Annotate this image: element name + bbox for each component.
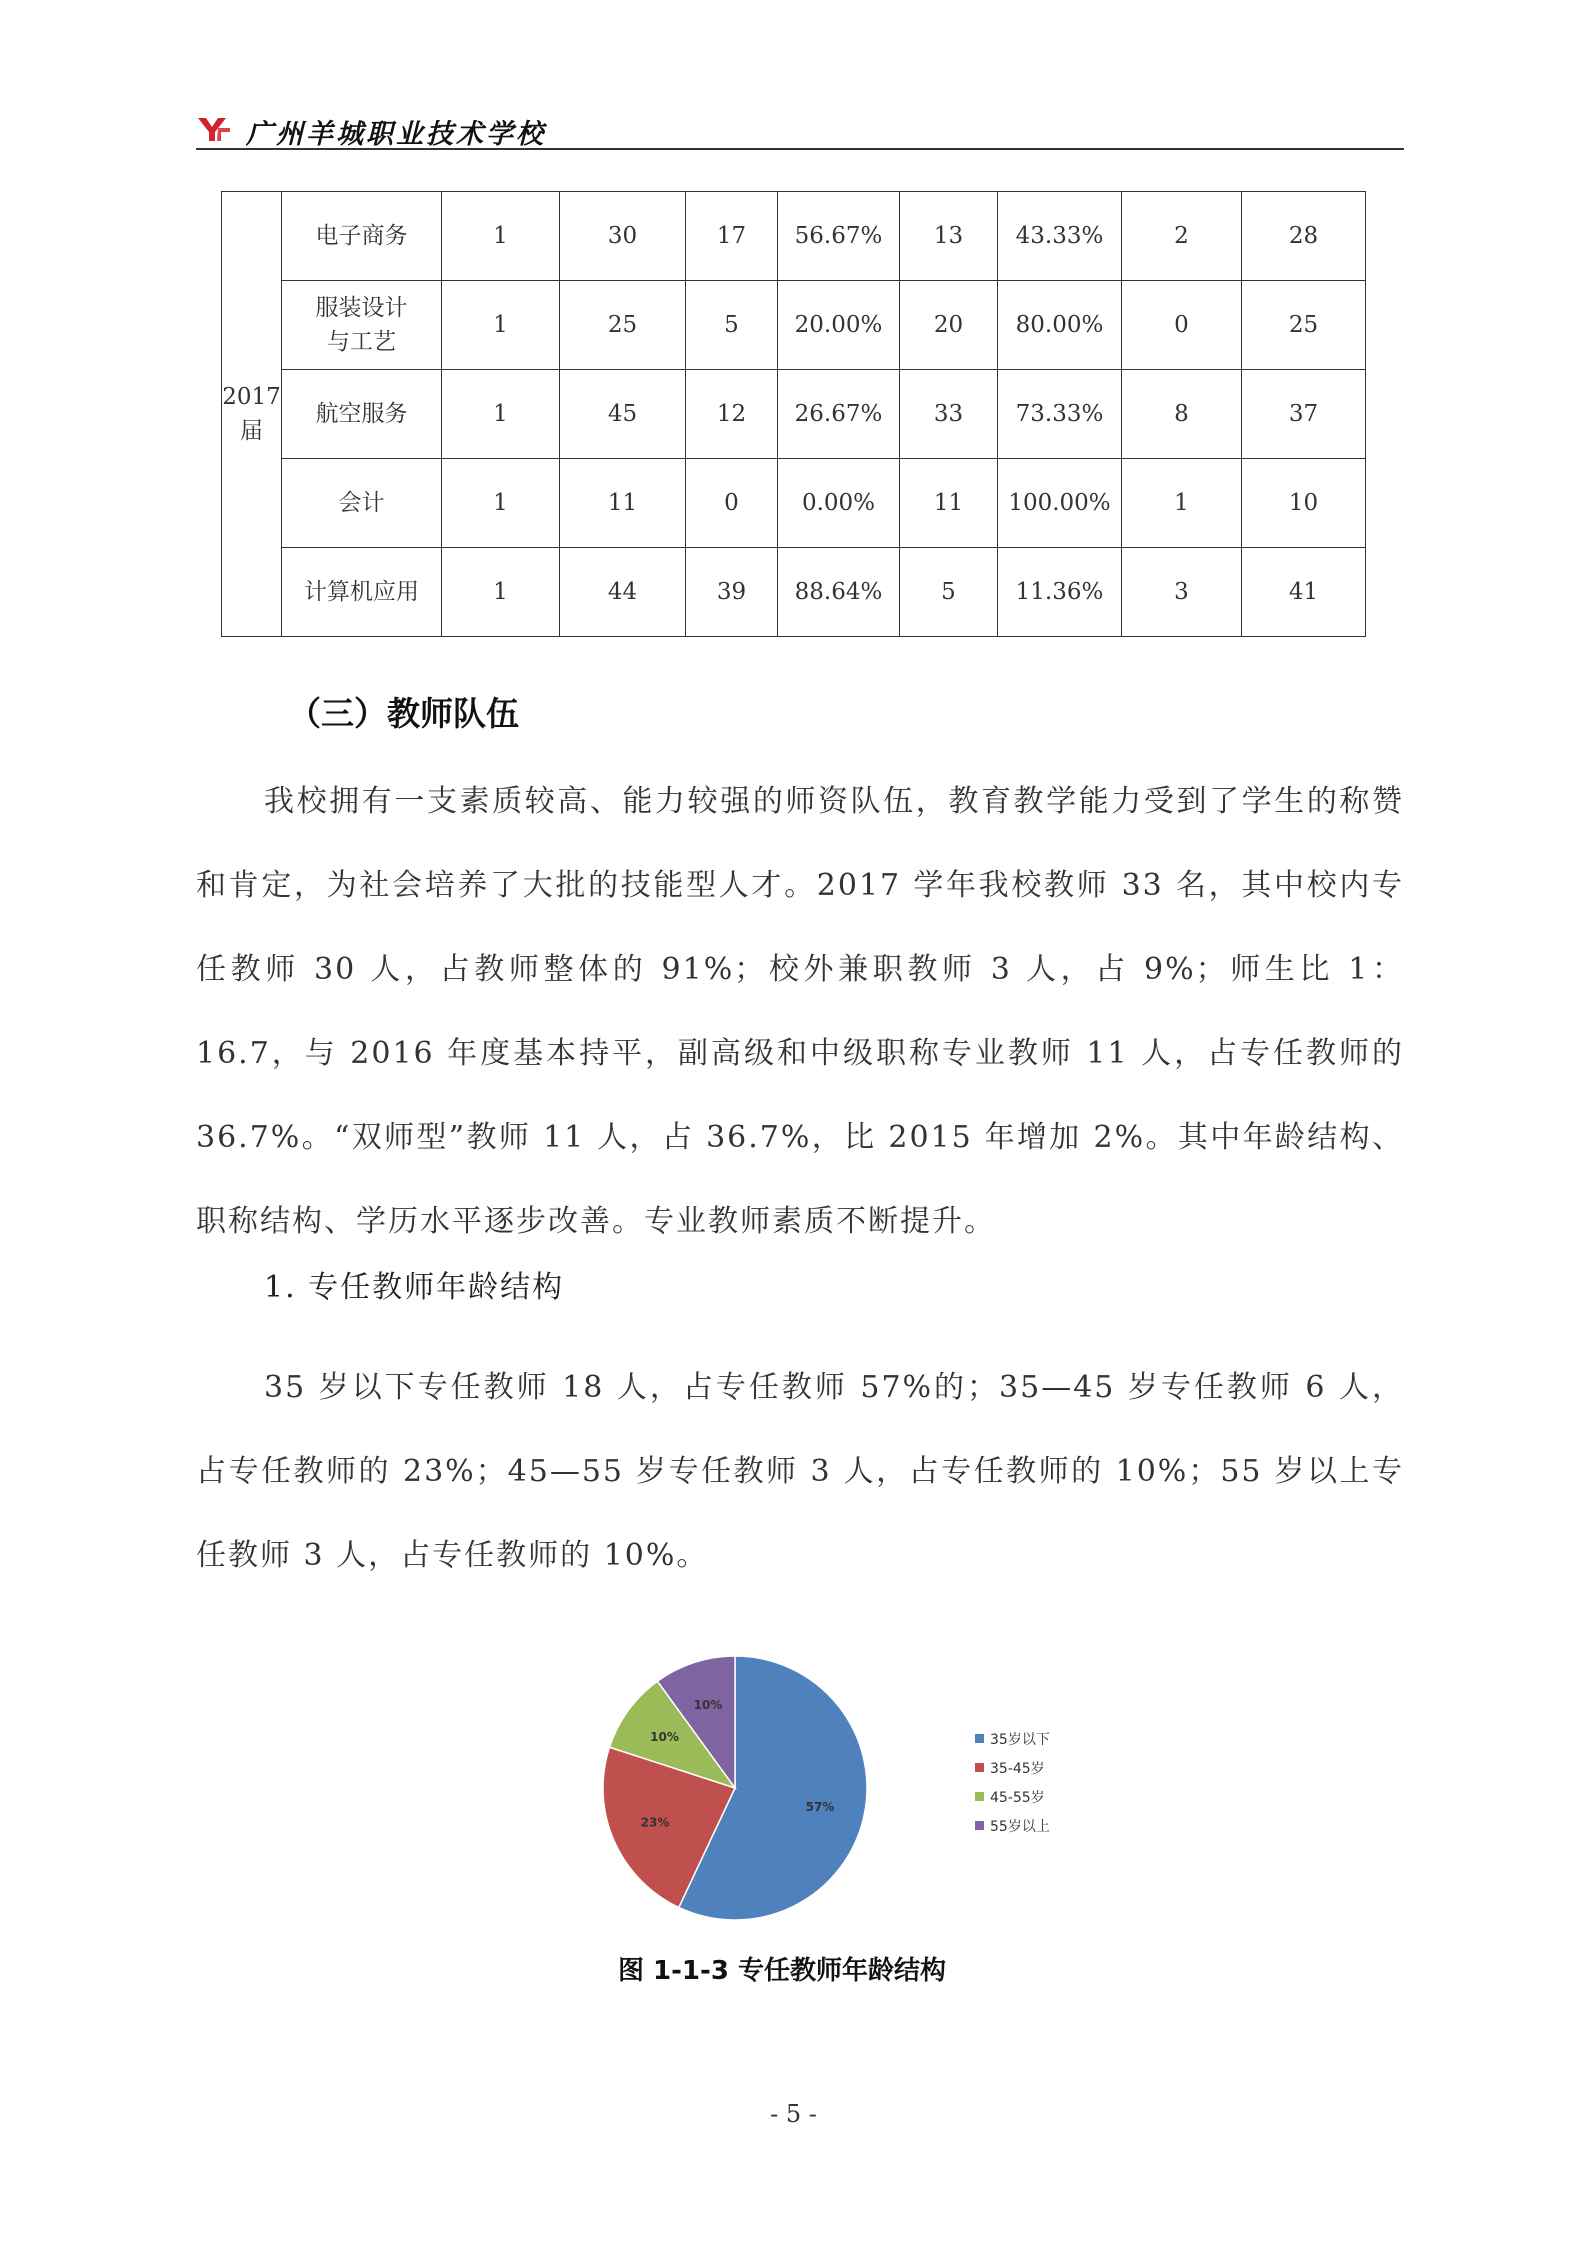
table-cell: 44: [560, 548, 686, 637]
table-cell: 12: [686, 370, 778, 459]
legend-swatch: [975, 1734, 984, 1743]
legend-swatch: [975, 1821, 984, 1830]
header-divider: [196, 148, 1404, 150]
major-name-cell: 航空服务: [282, 370, 442, 459]
legend-label: 45-55岁: [990, 1789, 1045, 1806]
table-cell: 0: [686, 459, 778, 548]
table-body: [222, 192, 1366, 637]
pie-label-over-55: 10%: [693, 1698, 723, 1713]
table-row: [222, 548, 1366, 637]
table-cell: 100.00%: [998, 459, 1122, 548]
table-cell: 80.00%: [998, 281, 1122, 370]
table-cell: 10: [1242, 459, 1366, 548]
table-cell: 0: [1122, 281, 1242, 370]
table-cell: 1: [1122, 459, 1242, 548]
legend-item-35-45: [975, 1753, 1050, 1782]
table-cell: 1: [442, 192, 560, 281]
legend-label: 55岁以上: [990, 1818, 1050, 1835]
paragraph-teachers: 我校拥有一支素质较高、能力较强的师资队伍，教育教学能力受到了学生的称赞和肯定，为社会培养了大批的技能型人才。2017 学年我校教师 33 名，其中校内专任教师 30 人，占教师整体的 91%；校外兼职教师 3 人，占 9%；师生比 1：16.7，与 2016 年度基本持平，副高级和中级职称专业教师 11 人，占专任教师的 36.7%。“双师型”教师 11 人，占 36.7%，比 2015 年增加 2%。其中年龄结构、职称结构、学历水平逐步改善。专业教师素质不断提升。: [196, 784, 1404, 1239]
cohort-label: 2017届: [222, 192, 282, 637]
table-row: [222, 370, 1366, 459]
table-cell: 37: [1242, 370, 1366, 459]
table-row: [222, 459, 1366, 548]
major-name-cell: 会计: [282, 459, 442, 548]
table-cell: 30: [560, 192, 686, 281]
table-cell: 56.67%: [778, 192, 900, 281]
school-logo-icon: [196, 114, 232, 144]
table-cell: 43.33%: [998, 192, 1122, 281]
pie-label-35-45: 23%: [640, 1815, 670, 1830]
table-cell: 41: [1242, 548, 1366, 637]
figure-caption: 图 1-1-3 专任教师年龄结构: [618, 1956, 946, 1986]
legend-item-over-55: [975, 1811, 1050, 1840]
page-number: - 5 -: [770, 2100, 817, 2128]
table-cell: 1: [442, 370, 560, 459]
table-cell: 39: [686, 548, 778, 637]
paragraph-age-structure: 35 岁以下专任教师 18 人，占专任教师 57%的；35—45 岁专任教师 6 人，占专任教师的 23%；45—55 岁专任教师 3 人，占专任教师的 10%；55 岁以上专任教师 3 人，占专任教师的 10%。: [196, 1370, 1404, 1573]
subsection-title: 1. 专任教师年龄结构: [264, 1270, 565, 1305]
table-cell: 11: [900, 459, 998, 548]
legend-label: 35-45岁: [990, 1760, 1045, 1777]
major-name-cell: 电子商务: [282, 192, 442, 281]
table-cell: 26.67%: [778, 370, 900, 459]
major-name-cell: 计算机应用: [282, 548, 442, 637]
table-cell: 1: [442, 281, 560, 370]
table-cell: 5: [686, 281, 778, 370]
page-header: [196, 108, 1404, 152]
major-name-cell: 服装设计与工艺: [282, 281, 442, 370]
table-cell: 25: [1242, 281, 1366, 370]
chart-legend: [975, 1724, 1050, 1840]
table-cell: 73.33%: [998, 370, 1122, 459]
table-cell: 0.00%: [778, 459, 900, 548]
legend-label: 35岁以下: [990, 1731, 1050, 1748]
table-cell: 45: [560, 370, 686, 459]
pie-label-45-55: 10%: [650, 1729, 679, 1744]
table-cell: 11.36%: [998, 548, 1122, 637]
school-name: 广州羊城职业技术学校: [246, 119, 546, 150]
table-cell: 25: [560, 281, 686, 370]
table-cell: 11: [560, 459, 686, 548]
legend-swatch: [975, 1792, 984, 1801]
table-row: [222, 281, 1366, 370]
table-cell: 8: [1122, 370, 1242, 459]
table-cell: 20: [900, 281, 998, 370]
table-cell: 1: [442, 548, 560, 637]
table-cell: 33: [900, 370, 998, 459]
legend-swatch: [975, 1763, 984, 1772]
table-cell: 3: [1122, 548, 1242, 637]
table-cell: 5: [900, 548, 998, 637]
table-cell: 1: [442, 459, 560, 548]
graduates-table: [221, 191, 1366, 637]
table-cell: 13: [900, 192, 998, 281]
table-cell: 20.00%: [778, 281, 900, 370]
legend-item-45-55: [975, 1782, 1050, 1811]
table-cell: 28: [1242, 192, 1366, 281]
table-cell: 17: [686, 192, 778, 281]
legend-item-under-35: [975, 1724, 1050, 1753]
table-cell: 2: [1122, 192, 1242, 281]
table-row: [222, 192, 1366, 281]
pie-label-under-35: 57%: [805, 1800, 835, 1815]
table-cell: 88.64%: [778, 548, 900, 637]
section-title: （三）教师队伍: [288, 694, 519, 733]
